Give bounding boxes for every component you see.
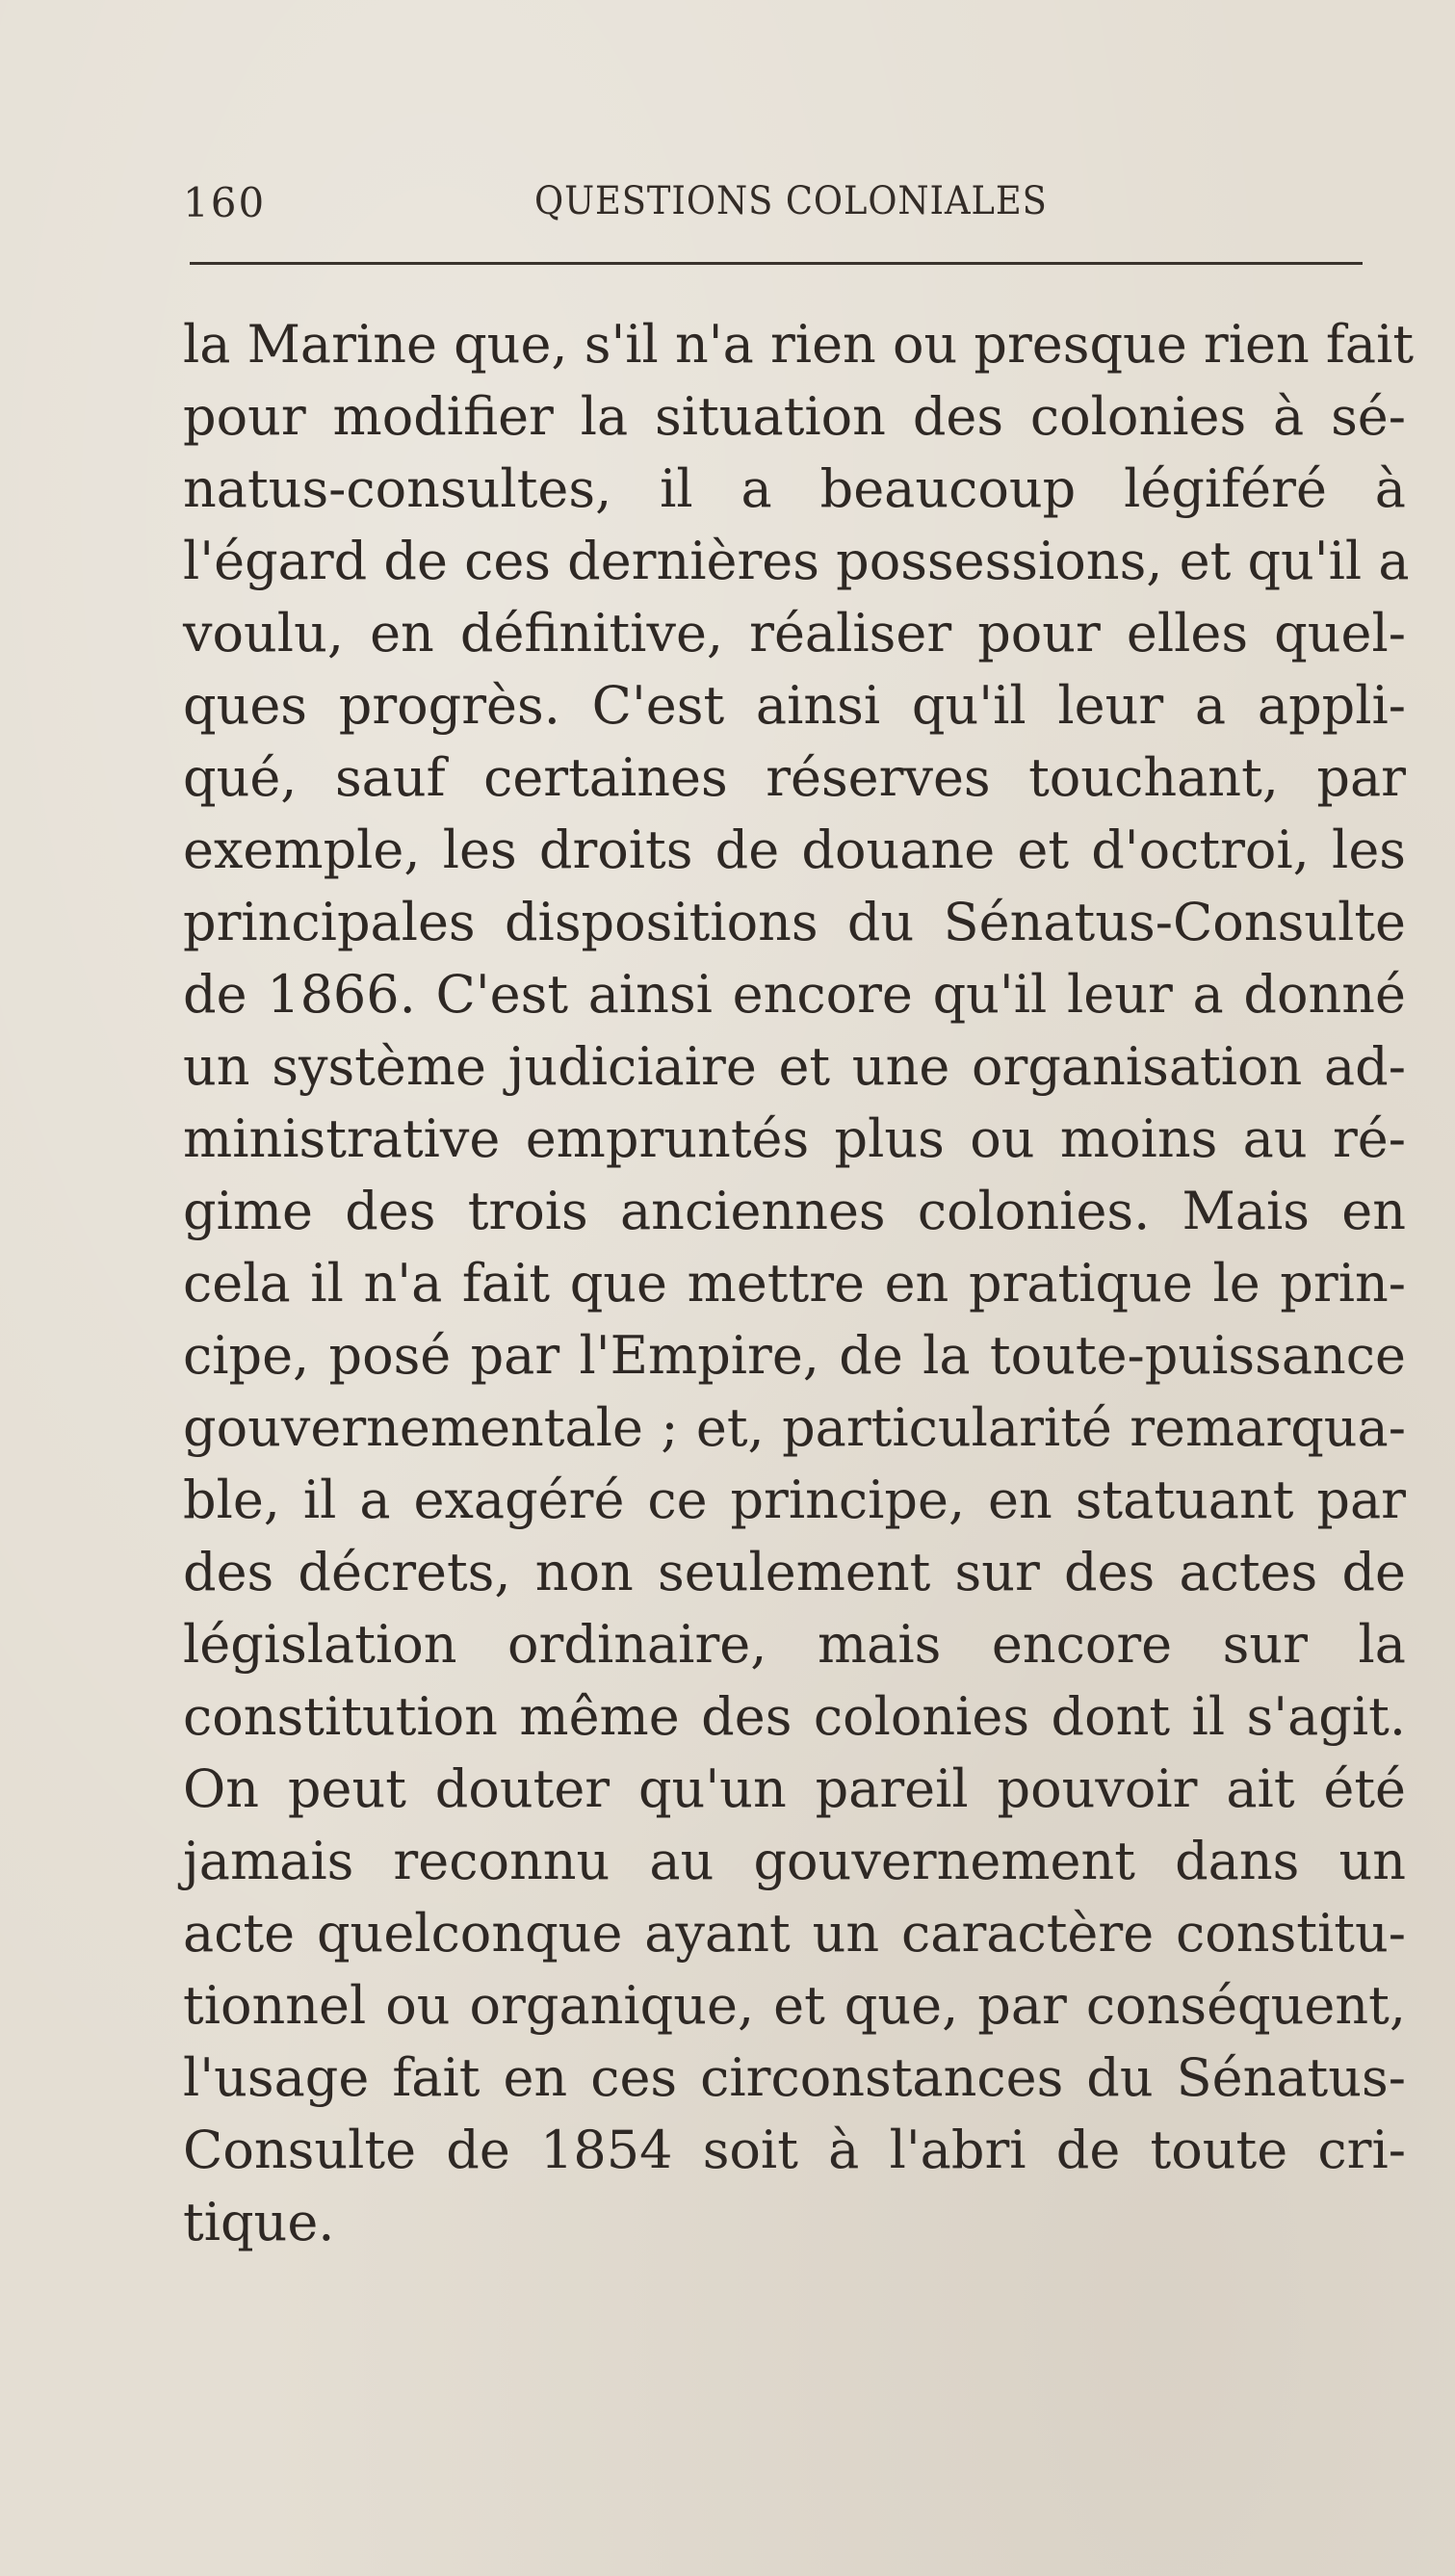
text-line: pour modifier la situation des colonies à sé- [183,386,1406,447]
text-line: principales dispositions du Sénatus-Consulte [183,892,1406,952]
text-line: de 1866. C'est ainsi encore qu'il leur a donné [183,964,1406,1025]
text-line: législation ordinaire, mais encore sur la [183,1614,1406,1675]
text-line: Consulte de 1854 soit à l'abri de toute cri- [183,2120,1406,2180]
text-line: cela il n'a fait que mettre en pratique le prin- [183,1253,1406,1314]
text-line: gime des trois anciennes colonies. Mais en [183,1181,1406,1241]
text-line: natus-consultes, il a beaucoup légiféré à [183,458,1406,519]
body-text [183,308,1415,2258]
header-rule [190,262,1363,265]
text-line: gouvernementale ; et, particularité remarqua- [183,1397,1406,1458]
running-title: QUESTIONS COLONIALES [534,179,1048,223]
text-line: un système judiciaire et une organisation ad- [183,1036,1406,1097]
text-line: acte quelconque ayant un caractère constitu- [183,1903,1406,1964]
text-line: jamais reconnu au gouvernement dans un [183,1831,1406,1891]
text-line: la Marine que, s'il n'a rien ou presque rien fait [183,314,1415,375]
text-line: On peut douter qu'un pareil pouvoir ait été [183,1758,1406,1819]
text-line: cipe, posé par l'Empire, de la toute-puissance [183,1325,1406,1386]
text-line: ble, il a exagéré ce principe, en statuant par [183,1470,1406,1530]
page-number: 160 [183,179,267,226]
text-line: tionnel ou organique, et que, par conséquent, [183,1975,1406,2036]
text-line: ministrative empruntés plus ou moins au ré- [183,1108,1406,1169]
text-line: l'égard de ces dernières possessions, et qu'il a [183,531,1410,591]
text-line: voulu, en définitive, réaliser pour elles quel- [183,603,1406,664]
text-line: tique. [183,2192,335,2252]
text-line: des décrets, non seulement sur des actes de [183,1542,1406,1602]
text-line: constitution même des colonies dont il s'agit. [183,1686,1406,1747]
text-line: ques progrès. C'est ainsi qu'il leur a appli- [183,675,1406,736]
text-line: qué, sauf certaines réserves touchant, par [183,747,1406,808]
running-head [183,173,1363,231]
text-line: l'usage fait en ces circonstances du Sénatus- [183,2047,1406,2108]
text-line: exemple, les droits de douane et d'octroi, les [183,820,1406,880]
